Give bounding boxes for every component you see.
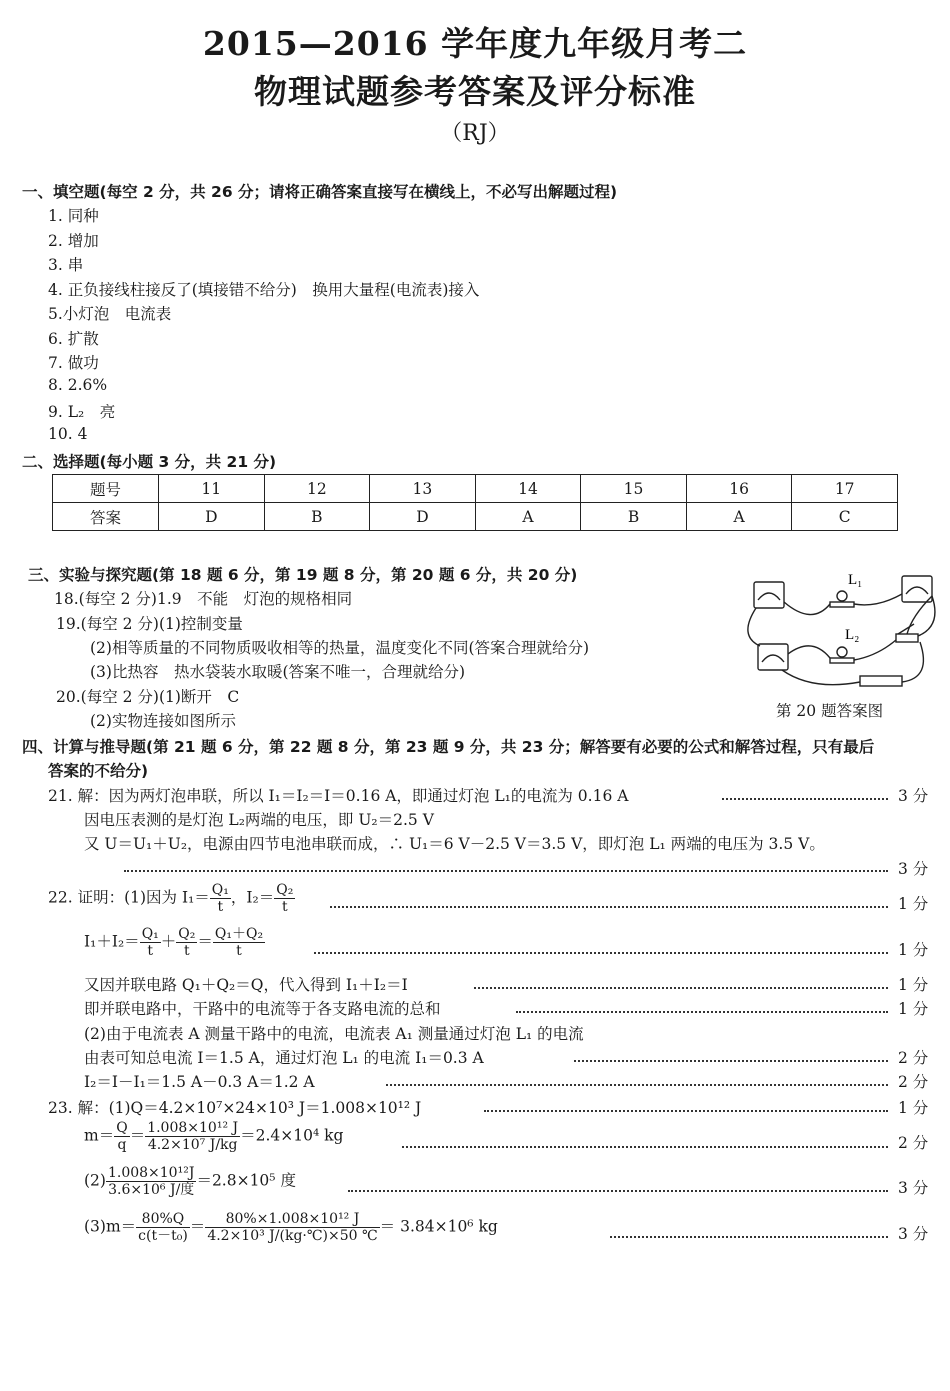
fraction [210, 882, 231, 915]
table-header-label: 题号 [53, 475, 159, 503]
leader-dots [348, 1190, 888, 1192]
switch-icon [896, 634, 918, 642]
voltmeter-icon [758, 644, 788, 670]
leader-dots [574, 1060, 888, 1062]
label-l2: L₂ [845, 627, 860, 643]
q22-text: ＝ [197, 932, 213, 951]
leader-dots [314, 952, 888, 954]
q22-score7: 2 分 [898, 1073, 929, 1091]
q23-text: ＝ 3.84×10⁶ kg [379, 1217, 498, 1236]
q23-text: (2) [84, 1171, 106, 1190]
s1-item-9: 9. L₂ 亮 [48, 403, 116, 421]
q21-line2: 因电压表测的是灯泡 L₂两端的电压，即 U₂＝2.5 V [84, 811, 434, 829]
q23-score2: 2 分 [898, 1134, 929, 1152]
table-row-answers [53, 503, 898, 531]
leader-dots [402, 1146, 888, 1148]
s1-item-2: 2. 增加 [48, 232, 99, 250]
q22-line3: 又因并联电路 Q₁＋Q₂＝Q，代入得到 I₁＋I₂＝I [84, 976, 408, 994]
leader-dots [330, 906, 888, 908]
q22-text: 22. 证明：(1)因为 I₁＝ [48, 888, 210, 907]
q21-line1: 21. 解：因为两灯泡串联，所以 I₁＝I₂＝I＝0.16 A，即通过灯泡 L₁的电流为 0.16 A [48, 787, 629, 805]
q20-line1: 20.(每空 2 分)(1)断开 C [56, 688, 240, 706]
page-title-line2: 物理试题参考答案及评分标准 [254, 72, 696, 111]
leader-dots [124, 870, 888, 872]
s1-item-5: 5.小灯泡 电流表 [48, 305, 172, 323]
q23-text: (3)m＝ [84, 1217, 137, 1236]
section4-heading-line1: 四、计算与推导题(第 21 题 6 分，第 22 题 8 分，第 23 题 9 分，共 23 分；解答要有必要的公式和解答过程，只有最后 [22, 738, 875, 756]
fraction-num: Q [116, 1120, 128, 1136]
fraction-num: Q₁ [211, 882, 229, 898]
q19-line3: (3)比热容 热水袋装水取暖(答案不唯一，合理就给分) [90, 663, 466, 681]
q22-score6: 2 分 [898, 1049, 929, 1067]
fraction [140, 926, 161, 959]
section1-heading: 一、填空题(每空 2 分，共 26 分；请将正确答案直接写在横线上，不必写出解题过程) [22, 183, 618, 201]
answer-table [52, 474, 898, 531]
q19-line2: (2)相等质量的不同物质吸收相等的热量，温度变化不同(答案合理就给分) [90, 639, 590, 657]
q22-score1: 1 分 [898, 895, 929, 913]
table-cell-number: 12 [264, 475, 370, 503]
fraction [145, 1120, 240, 1153]
table-cell-number: 13 [370, 475, 476, 503]
q23-line4 [84, 1211, 498, 1244]
leader-dots [484, 1110, 888, 1112]
figure-caption: 第 20 题答案图 [776, 702, 884, 720]
fraction-num: Q₂ [276, 882, 294, 898]
table-cell-number: 16 [686, 475, 792, 503]
fraction-num: 80%×1.008×10¹² J [205, 1211, 379, 1228]
s1-item-8: 8. 2.6% [48, 376, 108, 394]
q22-line7: I₂＝I－I₁＝1.5 A－0.3 A＝1.2 A [84, 1073, 315, 1091]
fraction [274, 882, 295, 915]
q23-line1: 23. 解：(1)Q＝4.2×10⁷×24×10³ J＝1.008×10¹² J [48, 1099, 422, 1117]
q20-line2: (2)实物连接如图所示 [90, 712, 236, 730]
q23-text: ＝2.8×10⁵ 度 [196, 1171, 296, 1190]
battery-icon [860, 676, 902, 686]
fraction-den: c(t－t₀) [138, 1228, 188, 1244]
fraction [205, 1211, 379, 1244]
table-cell-answer: A [475, 503, 581, 531]
s1-item-6: 6. 扩散 [48, 330, 99, 348]
q22-score3: 1 分 [898, 976, 929, 994]
s1-item-1: 1. 同种 [48, 207, 99, 225]
table-cell-number: 15 [581, 475, 687, 503]
q22-text: ，I₂＝ [230, 888, 275, 907]
q19-line1: 19.(每空 2 分)(1)控制变量 [56, 615, 243, 633]
label-l1: L₁ [848, 572, 863, 588]
q23-text: ＝ [189, 1217, 206, 1236]
q22-text: I₁＋I₂＝ [84, 932, 140, 951]
fraction-num: Q₁＋Q₂ [214, 926, 264, 942]
q21-score2: 3 分 [898, 860, 929, 878]
fraction-den: 4.2×10³ J/(kg·℃)×50 ℃ [207, 1228, 378, 1244]
s1-item-10: 10. 4 [48, 425, 88, 443]
q22-line1 [48, 882, 295, 915]
table-cell-answer: A [686, 503, 792, 531]
q21-line3: 又 U＝U₁＋U₂，电源由四节电池串联而成，∴ U₁＝6 V－2.5 V＝3.5 V，即灯泡 L₁ 两端的电压为 3.5 V。 [84, 835, 825, 853]
fraction [213, 926, 265, 959]
section4-heading-line2: 答案的不给分) [48, 762, 149, 780]
section2-heading: 二、选择题(每小题 3 分，共 21 分) [22, 453, 277, 471]
table-cell-answer: B [581, 503, 687, 531]
leader-dots [474, 987, 888, 989]
fraction-den: 4.2×10⁷ J/kg [147, 1137, 238, 1153]
table-cell-answer: D [159, 503, 265, 531]
s1-item-3: 3. 串 [48, 256, 84, 274]
fraction [136, 1211, 190, 1244]
table-cell-answer: D [370, 503, 476, 531]
q22-line2 [84, 926, 265, 959]
ammeter-a-icon [902, 576, 932, 602]
q22-text: ＋ [160, 932, 177, 951]
table-cell-number: 14 [475, 475, 581, 503]
q23-text: ＝2.4×10⁴ kg [240, 1126, 344, 1145]
fraction-den: q [117, 1137, 127, 1153]
q23-text: ＝ [129, 1126, 146, 1145]
q21-score1: 3 分 [898, 787, 929, 805]
fraction-den: t [217, 899, 224, 915]
ammeter-a1-icon [754, 582, 784, 608]
q22-score2: 1 分 [898, 941, 929, 959]
fraction-den: t [236, 943, 242, 959]
q23-line3 [84, 1165, 296, 1198]
fraction-den: t [147, 943, 154, 959]
q23-text: m＝ [84, 1126, 115, 1145]
section3-heading: 三、实验与探究题(第 18 题 6 分，第 19 题 8 分，第 20 题 6 分，共 20 分) [28, 566, 578, 584]
fraction-den: t [281, 899, 288, 915]
q22-line4: 即并联电路中，干路中的电流等于各支路电流的总和 [84, 1000, 441, 1018]
table-cell-answer: B [264, 503, 370, 531]
fraction-den: t [184, 943, 190, 959]
s1-item-4: 4. 正负接线柱接反了(填接错不给分) 换用大量程(电流表)接入 [48, 281, 480, 299]
bulb-l1-icon [837, 591, 847, 601]
fraction-num: Q₂ [178, 926, 196, 942]
fraction [114, 1120, 129, 1153]
q22-line5: (2)由于电流表 A 测量干路中的电流，电流表 A₁ 测量通过灯泡 L₁ 的电流 [84, 1025, 584, 1043]
leader-dots [610, 1236, 888, 1238]
fraction-num: 80%Q [136, 1211, 190, 1228]
q18-line: 18.(每空 2 分)1.9 不能 灯泡的规格相同 [54, 590, 353, 608]
q23-score1: 1 分 [898, 1099, 929, 1117]
fraction [106, 1165, 196, 1198]
q22-line6: 由表可知总电流 I＝1.5 A，通过灯泡 L₁ 的电流 I₁＝0.3 A [84, 1049, 484, 1067]
s1-item-7: 7. 做功 [48, 354, 99, 372]
table-row-numbers [53, 475, 898, 503]
edition-label: （RJ） [440, 121, 510, 146]
fraction-num: 1.008×10¹² J [147, 1120, 239, 1136]
q22-score4: 1 分 [898, 1000, 929, 1018]
leader-dots [516, 1011, 888, 1013]
leader-dots [386, 1084, 888, 1086]
fraction-num: Q₁ [141, 926, 159, 942]
fraction [176, 926, 197, 959]
page-title-line1: 2015—2016 学年度九年级月考二 [202, 24, 748, 63]
circuit-diagram [742, 566, 937, 696]
table-cell-number: 11 [159, 475, 265, 503]
fraction-num: 1.008×10¹²J [107, 1165, 195, 1181]
q23-score3: 3 分 [898, 1179, 929, 1197]
q23-line2 [84, 1120, 343, 1153]
table-cell-number: 17 [792, 475, 898, 503]
bulb-l2-icon [837, 647, 847, 657]
leader-dots [722, 798, 888, 800]
table-cell-answer: C [792, 503, 898, 531]
fraction-den: 3.6×10⁶ J/度 [108, 1182, 195, 1198]
table-answer-label: 答案 [53, 503, 159, 531]
q23-score4: 3 分 [898, 1225, 929, 1243]
